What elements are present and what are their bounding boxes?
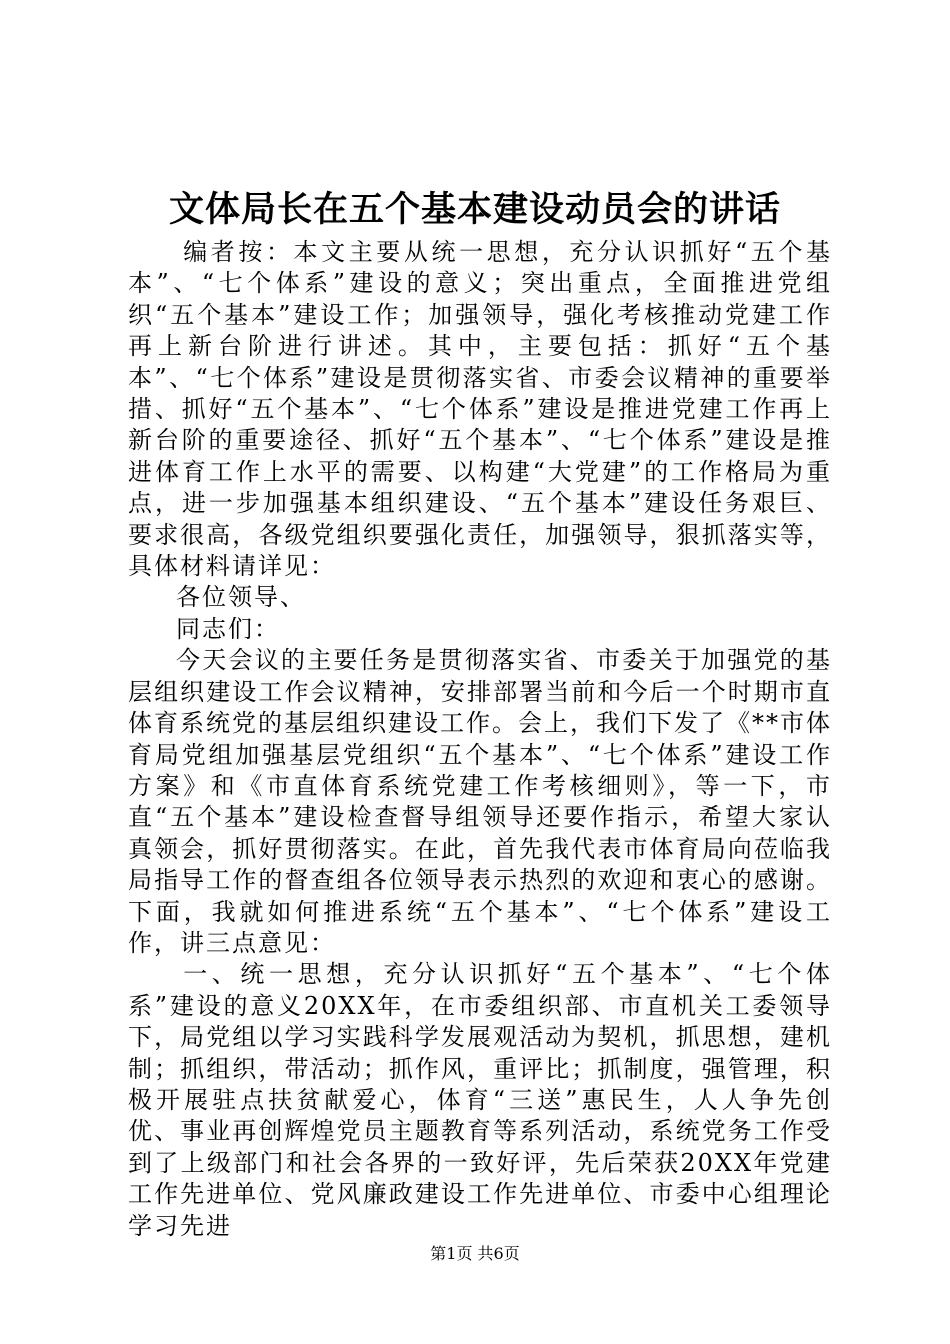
body-paragraph-meeting: 今天会议的主要任务是贯彻落实省、市委关于加强党的基层组织建设工作会议精神，安排部署当前和今后一个时期市直体育系统党的基层组织建设工作。会上，我们下发了《**市体育局党组加强基层党组织“五个基本”、“七个体系”建设工作方案》和《市直体育系统党建工作考核细则》，等一下，市直“五个基本”建设检查督导组领导还要作指示，希望大家认真领会，抓好贯彻落实。在此，首先我代表市体育局向莅临我局指导工作的督查组各位领导表示热烈的欢迎和衷心的感谢。下面，我就如何推进系统“五个基本”、“七个体系”建设工作，讲三点意见： (128, 646, 832, 957)
editor-note-paragraph: 编者按：本文主要从统一思想，充分认识抓好“五个基本”、“七个体系”建设的意义；突出重点，全面推进党组织“五个基本”建设工作；加强领导，强化考核推动党建工作再上新台阶进行讲述。其中，主要包括：抓好“五个基本”、“七个体系”建设是贯彻落实省、市委会议精神的重要举措、抓好“五个基本”、“七个体系”建设是推进党建工作再上新台阶的重要途径、抓好“五个基本”、“七个体系”建设是推进体育工作上水平的需要、以构建“大党建”的工作格局为重点，进一步加强基本组织建设、“五个基本”建设任务艰巨、要求很高，各级党组织要强化责任，加强领导，狠抓落实等，具体材料请详见： (128, 238, 832, 581)
document-title: 文体局长在五个基本建设动员会的讲话 (168, 189, 781, 230)
salutation-comrades: 同志们： (176, 614, 280, 643)
page-number-footer: 第1页 共6页 (430, 1244, 520, 1263)
document-body (128, 237, 832, 1242)
section-one-paragraph: 一、统一思想，充分认识抓好“五个基本”、“七个体系”建设的意义20XX年，在市委组织部、市直机关工委领导下，局党组以学习实践科学发展观活动为契机，抓思想，建机制；抓组织，带活动；抓作风，重评比；抓制度，强管理，积极开展驻点扶贫献爱心，体育“三送”惠民生，人人争先创优、事业再创辉煌党员主题教育等系列活动，系统党务工作受到了上级部门和社会各界的一致好评，先后荣获20XX年党建工作先进单位、党风廉政建设工作先进单位、市委中心组理论学习先进 (128, 960, 832, 1240)
salutation-leaders: 各位领导、 (176, 583, 306, 612)
